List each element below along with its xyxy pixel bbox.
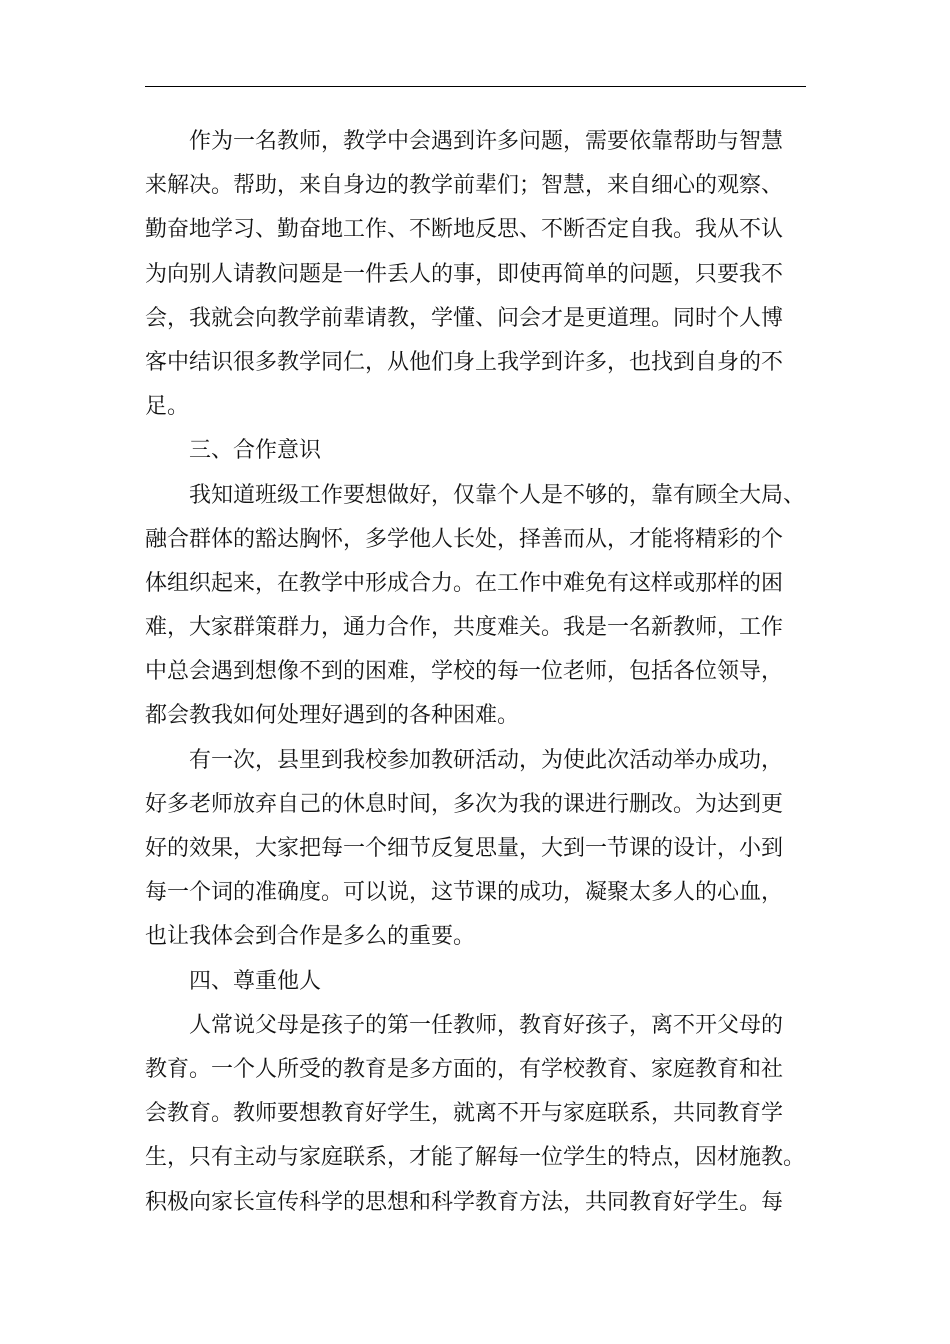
text-line: 中总会遇到想像不到的困难，学校的每一位老师，包括各位领导， bbox=[145, 659, 784, 685]
text-line: 会教育。教师要想教育好学生，就离不开与家庭联系，共同教育学 bbox=[145, 1101, 784, 1127]
text-line: 勤奋地学习、勤奋地工作、不断地反思、不断否定自我。我从不认 bbox=[145, 217, 784, 243]
text-line: 好的效果，大家把每一个细节反复思量，大到一节课的设计，小到 bbox=[145, 836, 784, 861]
text-line: 会，我就会向教学前辈请教，学懂、问会才是更道理。同时个人博 bbox=[145, 305, 784, 331]
text-line: 客中结识很多教学同仁，从他们身上我学到许多，也找到自身的不 bbox=[145, 349, 784, 375]
document-body bbox=[145, 120, 808, 1225]
text-line: 体组织起来，在教学中形成合力。在工作中难免有这样或那样的困 bbox=[145, 570, 784, 596]
text-line: 作为一名教师，教学中会遇到许多问题，需要依靠帮助与智慧 bbox=[189, 129, 784, 154]
text-line: 教育。一个人所受的教育是多方面的，有学校教育、家庭教育和社 bbox=[145, 1056, 784, 1082]
section-heading: 四、尊重他人 bbox=[189, 968, 322, 994]
text-line: 为向别人请教问题是一件丢人的事，即使再简单的问题，只要我不 bbox=[145, 261, 784, 287]
text-line: 积极向家长宣传科学的思想和科学教育方法，共同教育好学生。每 bbox=[145, 1189, 784, 1215]
text-line: 来解决。帮助，来自身边的教学前辈们；智慧，来自细心的观察、 bbox=[145, 173, 784, 199]
text-line: 足。 bbox=[145, 394, 190, 420]
text-line: 我知道班级工作要想做好，仅靠个人是不够的，靠有顾全大局、 bbox=[189, 482, 806, 508]
text-line: 有一次，县里到我校参加教研活动，为使此次活动举办成功， bbox=[189, 747, 784, 773]
text-line: 好多老师放弃自己的休息时间，多次为我的课进行删改。为达到更 bbox=[145, 791, 784, 817]
text-line: 每一个词的准确度。可以说，这节课的成功，凝聚太多人的心血， bbox=[145, 880, 784, 906]
section-heading: 三、合作意识 bbox=[189, 438, 322, 464]
text-line: 融合群体的豁达胸怀，多学他人长处，择善而从，才能将精彩的个 bbox=[145, 526, 784, 552]
text-line: 都会教我如何处理好遇到的各种困难。 bbox=[145, 703, 520, 729]
text-line: 生，只有主动与家庭联系，才能了解每一位学生的特点，因材施教。 bbox=[145, 1145, 806, 1171]
text-line: 人常说父母是孩子的第一任教师，教育好孩子，离不开父母的 bbox=[189, 1012, 784, 1038]
header-rule bbox=[145, 86, 806, 87]
text-line: 也让我体会到合作是多么的重要。 bbox=[145, 924, 476, 950]
text-line: 难，大家群策群力，通力合作，共度难关。我是一名新教师，工作 bbox=[145, 615, 784, 641]
